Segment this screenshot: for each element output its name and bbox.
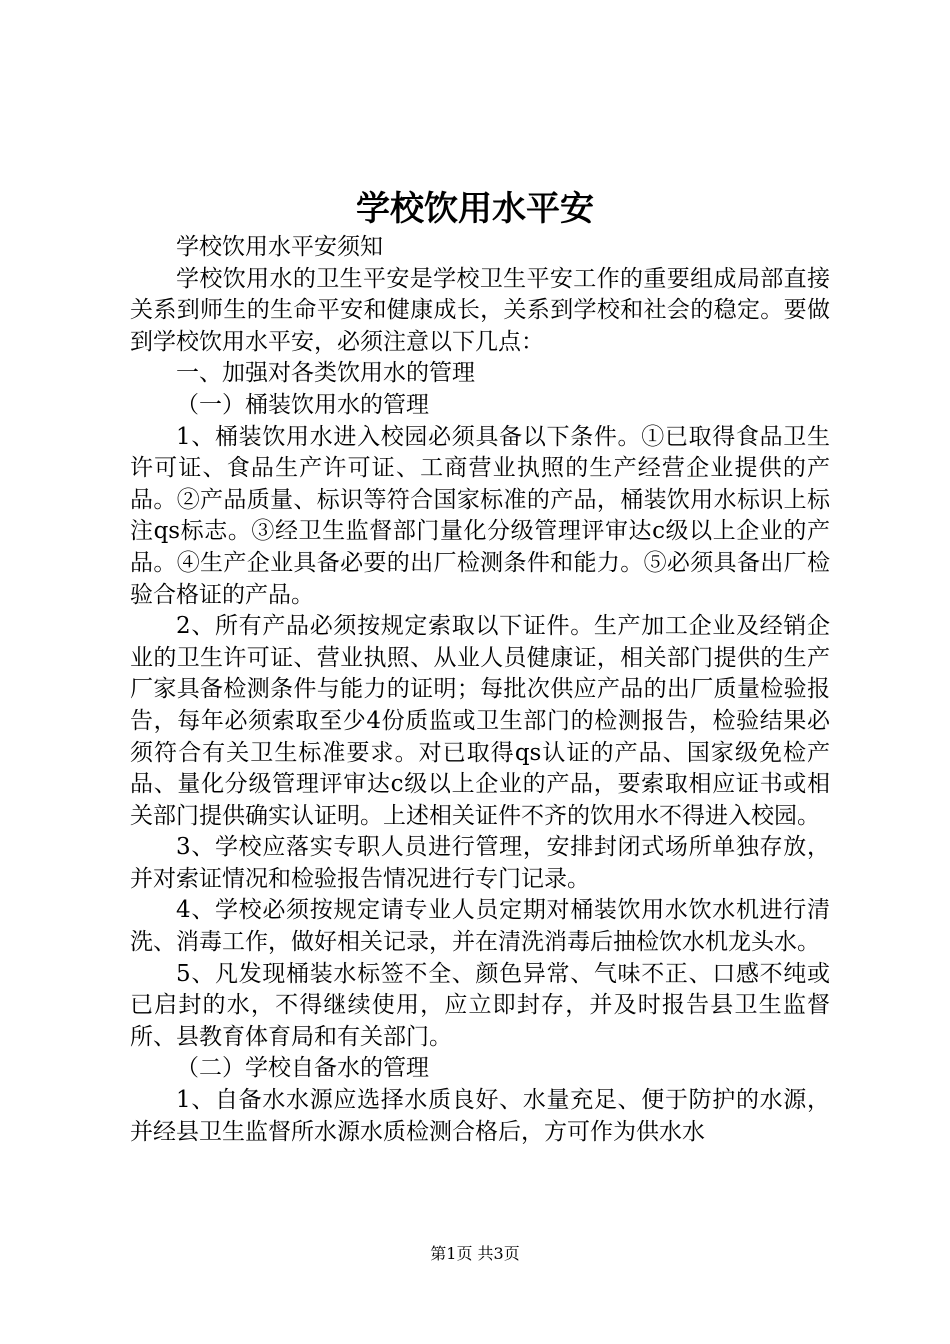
subsection-heading-bottled: （一）桶装饮用水的管理: [176, 391, 429, 418]
paragraph-self-supplied-item-1: 1、自备水水源应选择水质良好、水量充足、便于防护的水源，并经县卫生监督所水源水质检测合格后，方可作为供水水: [130, 1087, 830, 1145]
paragraph-item-2: 2、所有产品必须按规定索取以下证件。生产加工企业及经销企业的卫生许可证、营业执照、从业人员健康证，相关部门提供的生产厂家具备检测条件与能力的证明；每批次供应产品的出厂质量检验报告，每年必须索取至少4份质监或卫生部门的检测报告，检验结果必须符合有关卫生标准要求。对已取得qs认证的产品、国家级免检产品、量化分级管理评审达c级以上企业的产品，要索取相应证书或相关部门提供确实认证明。上述相关证件不齐的饮用水不得进入校园。: [130, 613, 830, 829]
document-title: 学校饮用水平安: [356, 189, 594, 229]
paragraph-item-3: 3、学校应落实专职人员进行管理，安排封闭式场所单独存放，并对索证情况和检验报告情况进行专门记录。: [130, 834, 830, 892]
paragraph-item-1: 1、桶装饮用水进入校园必须具备以下条件。①已取得食品卫生许可证、食品生产许可证、工商营业执照的生产经营企业提供的产品。②产品质量、标识等符合国家标准的产品，桶装饮用水标识上标注qs标志。③经卫生监督部门量化分级管理评审达c级以上企业的产品。④生产企业具备必要的出厂检测条件和能力。⑤必须具备出厂检验合格证的产品。: [130, 423, 830, 608]
subsection-heading-self-supplied: （二）学校自备水的管理: [176, 1055, 429, 1082]
paragraph-intro: 学校饮用水的卫生平安是学校卫生平安工作的重要组成局部直接关系到师生的生命平安和健康成长，关系到学校和社会的稳定。要做到学校饮用水平安，必须注意以下几点：: [130, 265, 830, 355]
section-heading-1: 一、加强对各类饮用水的管理: [176, 360, 475, 387]
document-body: [130, 232, 830, 1148]
paragraph-item-4: 4、学校必须按规定请专业人员定期对桶装饮用水饮水机进行清洗、消毒工作，做好相关记录，并在清洗消毒后抽检饮水机龙头水。: [130, 897, 830, 956]
page-footer: 第1页 共3页: [430, 1244, 520, 1263]
paragraph-notice-heading: 学校饮用水平安须知: [176, 234, 383, 260]
paragraph-item-5: 5、凡发现桶装水标签不全、颜色异常、气味不正、口感不纯或已启封的水，不得继续使用，应立即封存，并及时报告县卫生监督所、县教育体育局和有关部门。: [130, 960, 830, 1050]
